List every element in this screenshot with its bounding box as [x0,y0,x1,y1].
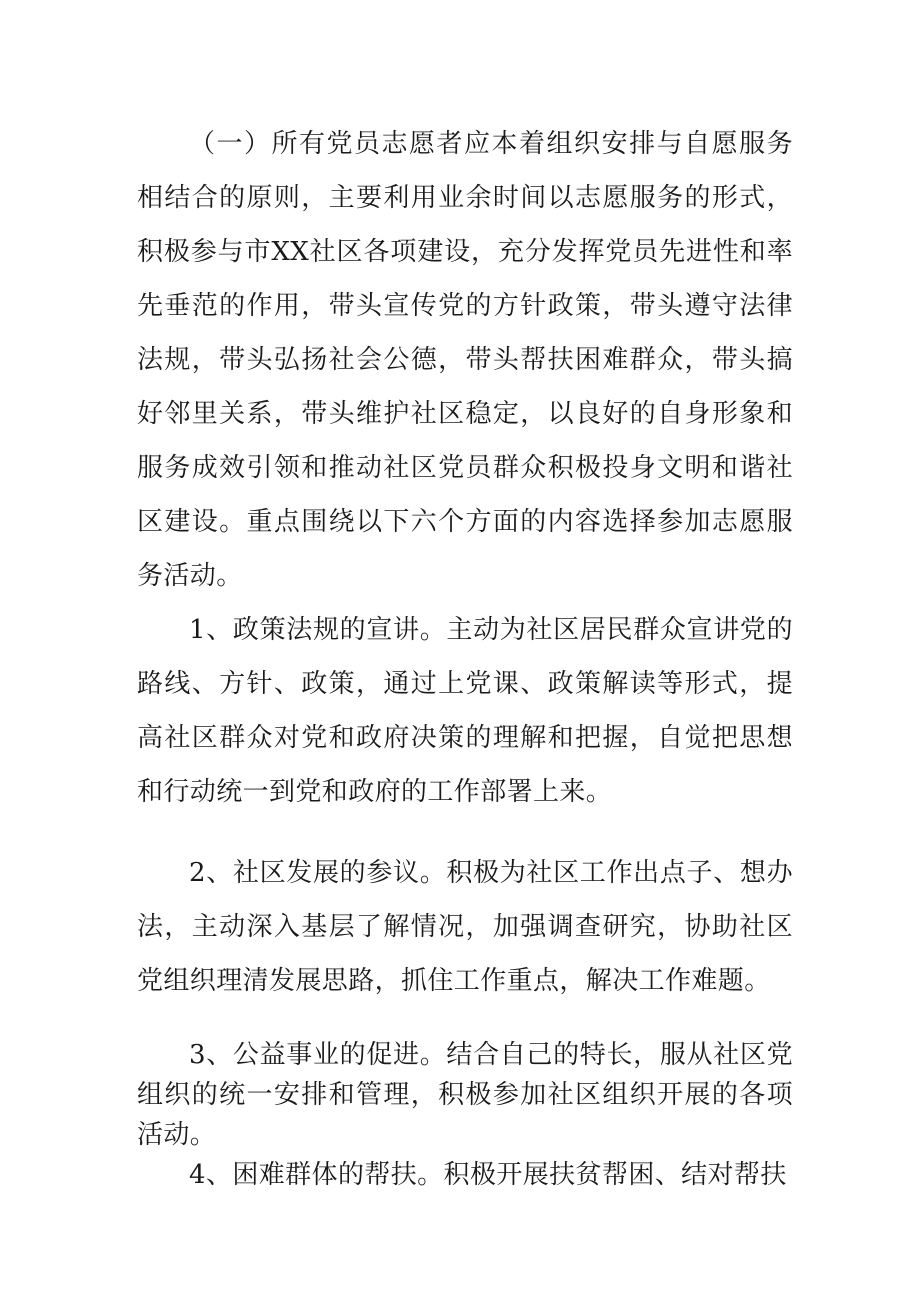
paragraph-item-3: 3、公益事业的促进。结合自己的特长，服从社区党组织的统一安排和管理，积极参加社区组织开展的各项活动。 [137,1040,793,1150]
paragraph-intro: （一）所有党员志愿者应本着组织安排与自愿服务相结合的原则，主要利用业余时间以志愿服务的形式，积极参与市XX社区各项建设，充分发挥党员先进性和率先垂范的作用，带头宣传党的方针政策，带头遵守法律法规，带头弘扬社会公德，带头帮扶困难群众，带头搞好邻里关系，带头维护社区稳定，以良好的自身形象和服务成效引领和推动社区党员群众积极投身文明和谐社区建设。重点围绕以下六个方面的内容选择参加志愿服务活动。 [137,129,793,591]
paragraph-item-1: 1、政策法规的宣讲。主动为社区居民群众宣讲党的路线、方针、政策，通过上党课、政策解读等形式，提高社区群众对党和政府决策的理解和把握，自觉把思想和行动统一到党和政府的工作部署上来。 [137,615,793,807]
paragraph-item-4: 4、困难群体的帮扶。积极开展扶贫帮困、结对帮扶 [189,1160,787,1190]
paragraph-item-2: 2、社区发展的参议。积极为社区工作出点子、想办法，主动深入基层了解情况，加强调查研究，协助社区党组织理清发展思路，抓住工作重点，解决工作难题。 [137,858,793,996]
